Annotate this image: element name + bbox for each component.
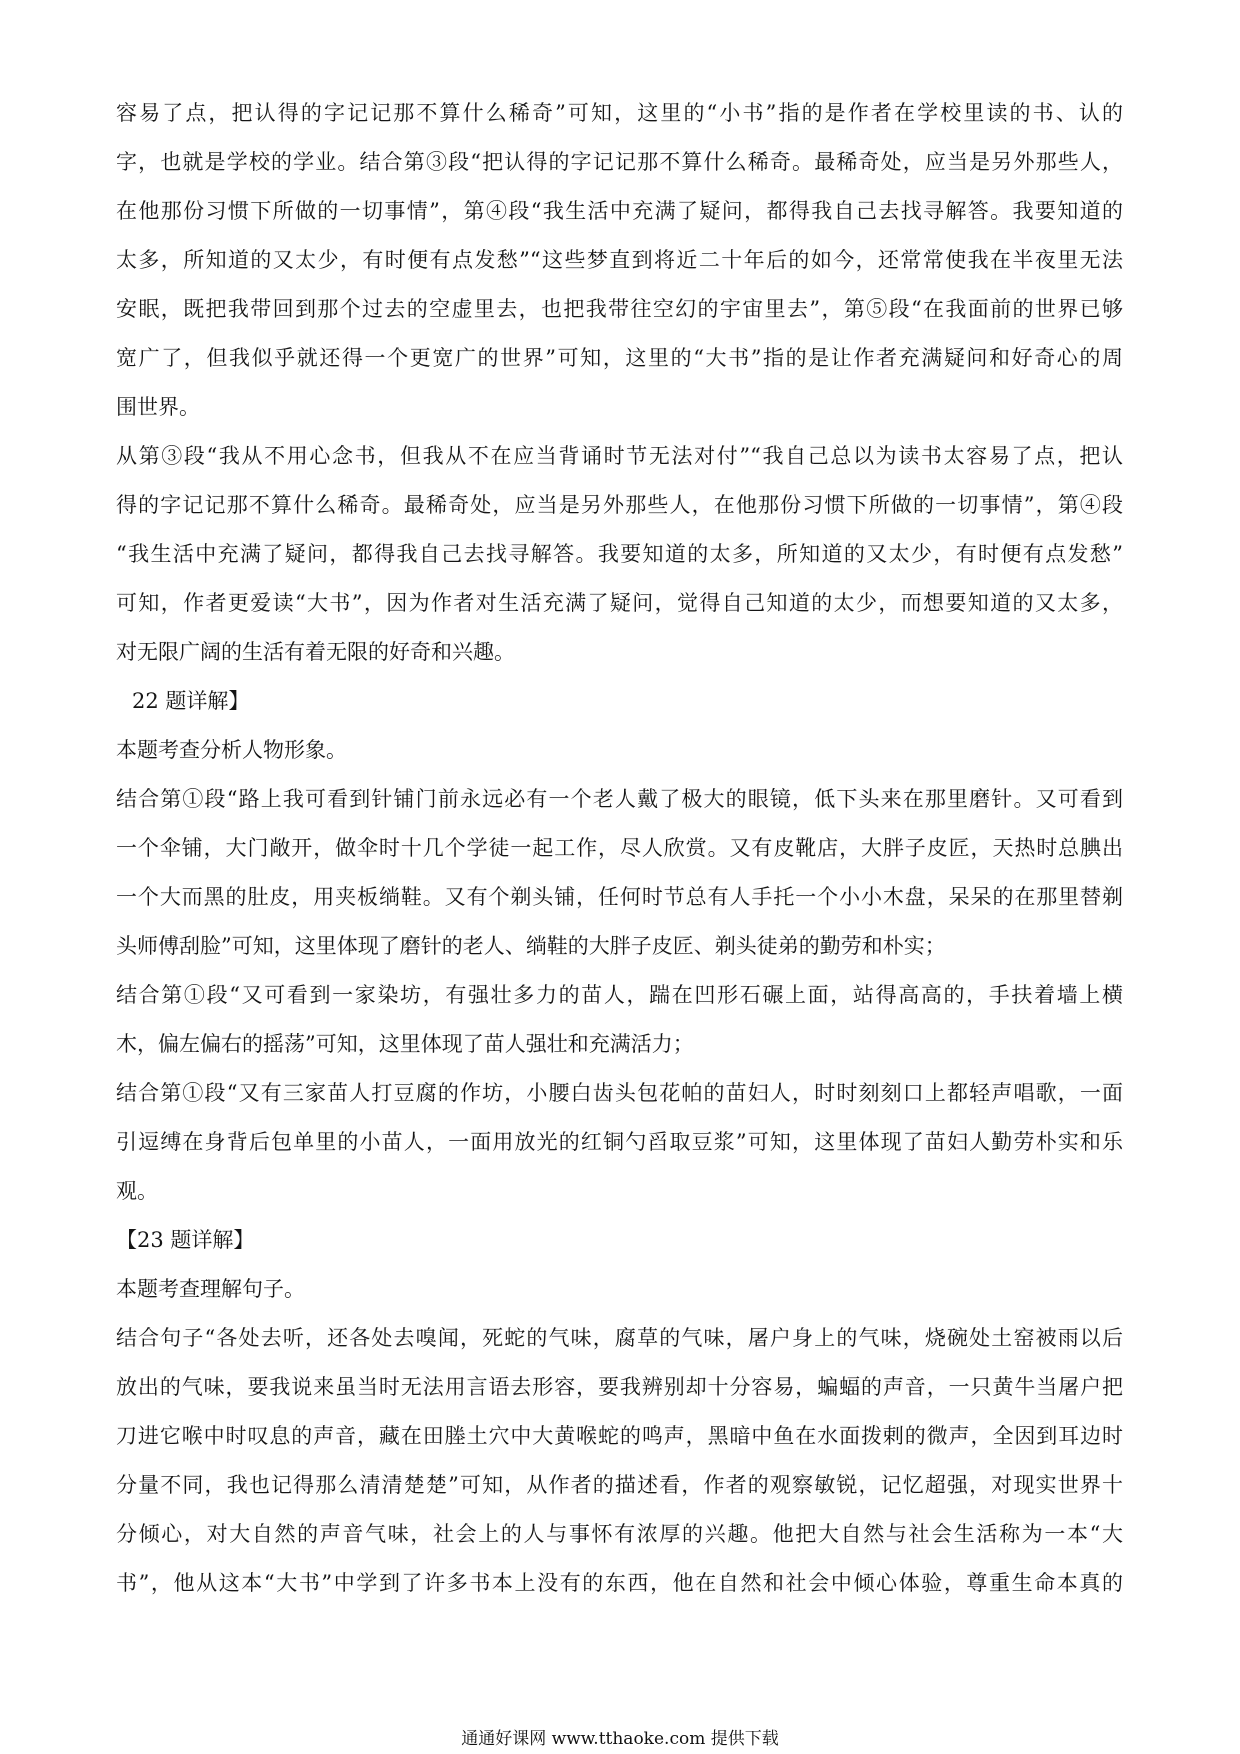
text-line: 引逗缚在身背后包单里的小苗人，一面用放光的红铜勺舀取豆浆”可知，这里体现了苗妇人勤劳朴实和乐 — [116, 1130, 1123, 1154]
text-line: 刀进它喉中时叹息的声音，藏在田塍土穴中大黄喉蛇的鸣声，黑暗中鱼在水面拨剌的微声，全因到耳边时 — [116, 1424, 1123, 1448]
paragraph — [116, 432, 1123, 677]
text-line: 在他那份习惯下所做的一切事情”，第④段“我生活中充满了疑问，都得我自己去找寻解答。我要知道的 — [116, 199, 1123, 223]
text-line: 可知，作者更爱读“大书”，因为作者对生活充满了疑问，觉得自己知道的太少，而想要知道的又太多， — [116, 591, 1123, 615]
text-line: 放出的气味，要我说来虽当时无法用言语去形容，要我辨别却十分容易，蝙蝠的声音，一只黄牛当屠户把 — [116, 1375, 1123, 1399]
text-line: 一个大而黑的肚皮，用夹板绱鞋。又有个剃头铺，任何时节总有人手托一个小小木盘，呆呆的在那里替剃 — [116, 885, 1123, 909]
text-line: 本题考查理解句子。 — [116, 1277, 305, 1301]
text-line: 对无限广阔的生活有着无限的好奇和兴趣。 — [116, 640, 515, 664]
text-line: 太多，所知道的又太少，有时便有点发愁”“这些梦直到将近二十年后的如今，还常常使我在半夜里无法 — [116, 248, 1123, 272]
text-line: 结合第①段“又可看到一家染坊，有强壮多力的苗人，踹在凹形石碾上面，站得高高的，手扶着墙上横 — [116, 983, 1123, 1007]
text-line: 分量不同，我也记得那么清清楚楚”可知，从作者的描述看，作者的观察敏锐，记忆超强，对现实世界十 — [116, 1473, 1123, 1497]
text-line: 宽广了，但我似乎就还得一个更宽广的世界”可知，这里的“大书”指的是让作者充满疑问和好奇心的周 — [116, 346, 1123, 370]
paragraph — [116, 1069, 1123, 1216]
paragraph — [116, 89, 1123, 432]
paragraph — [116, 1265, 1123, 1314]
paragraph — [116, 1314, 1123, 1608]
section-heading-block — [116, 677, 1123, 726]
text-line: 从第③段“我从不用心念书，但我从不在应当背诵时节无法对付”“我自己总以为读书太容易了点，把认 — [116, 444, 1123, 468]
text-line: 结合第①段“又有三家苗人打豆腐的作坊，小腰白齿头包花帕的苗妇人，时时刻刻口上都轻声唱歌，一面 — [116, 1081, 1123, 1105]
section-heading: 【23 题详解】 — [116, 1228, 255, 1252]
section-heading-block — [116, 1216, 1123, 1265]
page-footer: 通通好课网 www.tthaoke.com 提供下载 — [461, 1729, 779, 1749]
text-line: 分倾心，对大自然的声音气味，社会上的人与事怀有浓厚的兴趣。他把大自然与社会生活称为一本“大 — [116, 1522, 1123, 1546]
text-line: 书”，他从这本“大书”中学到了许多书本上没有的东西，他在自然和社会中倾心体验，尊重生命本真的 — [116, 1571, 1123, 1595]
text-line: 安眠，既把我带回到那个过去的空虚里去，也把我带往空幻的宇宙里去”，第⑤段“在我面前的世界已够 — [116, 297, 1123, 321]
text-line: 得的字记记那不算什么稀奇。最稀奇处，应当是另外那些人，在他那份习惯下所做的一切事情”，第④段 — [116, 493, 1123, 517]
paragraph — [116, 775, 1123, 971]
section-heading: 22 题详解】 — [132, 689, 250, 713]
paragraph — [116, 726, 1123, 775]
text-line: 围世界。 — [116, 395, 200, 419]
text-line: “我生活中充满了疑问，都得我自己去找寻解答。我要知道的太多，所知道的又太少，有时便有点发愁” — [116, 542, 1123, 566]
text-line: 本题考查分析人物形象。 — [116, 738, 347, 762]
text-line: 木，偏左偏右的摇荡”可知，这里体现了苗人强壮和充满活力； — [116, 1032, 694, 1056]
text-line: 字，也就是学校的学业。结合第③段“把认得的字记记那不算什么稀奇。最稀奇处，应当是另外那些人， — [116, 150, 1123, 174]
text-line: 容易了点，把认得的字记记那不算什么稀奇”可知，这里的“小书”指的是作者在学校里读的书、认的 — [116, 101, 1123, 125]
text-line: 结合第①段“路上我可看到针铺门前永远必有一个老人戴了极大的眼镜，低下头来在那里磨针。又可看到 — [116, 787, 1123, 811]
text-line: 观。 — [116, 1179, 158, 1203]
paragraph — [116, 971, 1123, 1069]
text-line: 头师傅刮脸”可知，这里体现了磨针的老人、绱鞋的大胖子皮匠、剃头徒弟的勤劳和朴实； — [116, 934, 946, 958]
document-body — [116, 89, 1123, 1608]
text-line: 一个伞铺，大门敞开，做伞时十几个学徒一起工作，尽人欣赏。又有皮靴店，大胖子皮匠，天热时总腆出 — [116, 836, 1123, 860]
text-line: 结合句子“各处去听，还各处去嗅闻，死蛇的气味，腐草的气味，屠户身上的气味，烧碗处土窑被雨以后 — [116, 1326, 1123, 1350]
